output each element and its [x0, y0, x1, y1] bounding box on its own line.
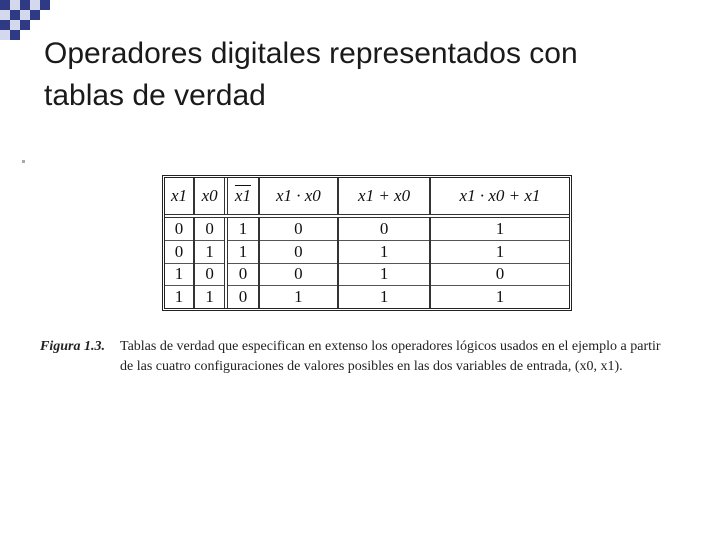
caption-line-1: Tablas de verdad que especifican en extenso los operadores lógicos usados en el ejemplo a partir	[120, 339, 661, 354]
header-or: x1 + x0	[338, 178, 430, 216]
table-cell: 0	[430, 263, 569, 286]
table-cell: 0	[194, 263, 226, 286]
table-cell: 1	[338, 240, 430, 263]
header-x0: x0	[194, 178, 226, 216]
table-cell: 1	[338, 263, 430, 286]
figure-label: Figura 1.3.	[40, 339, 105, 354]
table-cell: 1	[430, 216, 569, 240]
table-cell: 0	[226, 263, 258, 286]
table-cell: 1	[165, 286, 194, 308]
table-cell: 1	[338, 286, 430, 308]
table-cell: 1	[430, 286, 569, 308]
table-cell: 0	[259, 263, 339, 286]
caption-text	[120, 337, 680, 377]
table-cell: 0	[165, 240, 194, 263]
scan-speck	[22, 160, 25, 163]
table-cell: 0	[259, 216, 339, 240]
slide-title-line-1: Operadores digitales representados con	[44, 37, 578, 70]
slide-title-line-2: tablas de verdad	[44, 79, 266, 112]
table-cell: 0	[338, 216, 430, 240]
table-cell: 1	[165, 263, 194, 286]
table-row	[165, 216, 569, 240]
table-cell: 0	[226, 286, 258, 308]
table-row	[165, 286, 569, 308]
slide-title	[44, 33, 694, 117]
table-cell: 1	[259, 286, 339, 308]
header-combined: x1 · x0 + x1	[430, 178, 569, 216]
table-cell: 1	[226, 240, 258, 263]
table-cell: 0	[194, 216, 226, 240]
table-cell: 1	[194, 286, 226, 308]
table-cell: 0	[259, 240, 339, 263]
truth-table	[165, 178, 569, 308]
header-not-x1: x1	[226, 178, 258, 216]
table-cell: 1	[430, 240, 569, 263]
truth-table-figure	[162, 175, 572, 311]
table-cell: 1	[194, 240, 226, 263]
table-row	[165, 263, 569, 286]
table-cell: 1	[226, 216, 258, 240]
header-x1: x1	[165, 178, 194, 216]
header-and: x1 · x0	[259, 178, 339, 216]
table-row	[165, 240, 569, 263]
table-cell: 0	[174, 218, 184, 238]
truth-table-header-row	[165, 178, 569, 216]
caption-line-2: de las cuatro configuraciones de valores posibles en las dos variables de entrada, (x0, x1).	[120, 359, 623, 374]
